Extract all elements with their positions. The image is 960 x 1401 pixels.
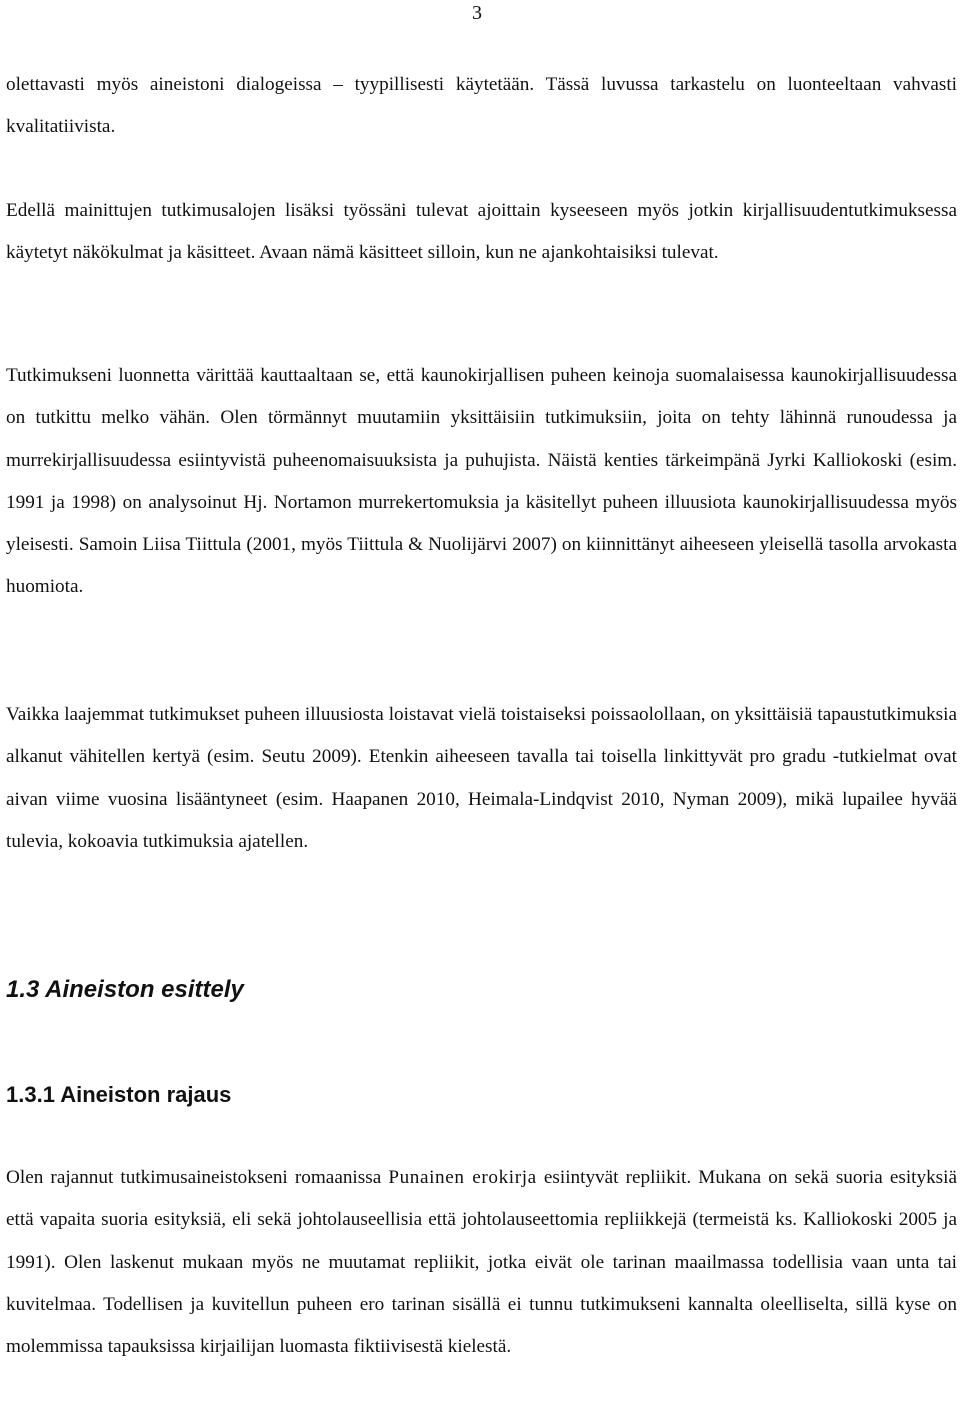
paragraph-intro-end: olettavasti myös aineistoni dialogeissa – tyypillisesti käytetään. Tässä luvussa tarkastelu on luonteeltaan vahvasti kvalitatiivista.: [6, 74, 957, 138]
section-heading: 1.3 Aineiston esittely: [6, 976, 244, 1003]
paragraph-literary-concepts: Edellä mainittujen tutkimusalojen lisäksi työssäni tulevat ajoittain kyseeseen myös jotkin kirjallisuudentutkimuksessa käytetyt näkökulmat ja käsitteet. Avaan nämä käsitteet silloin, kun ne ajankohtaisiksi tulevat.: [6, 200, 957, 264]
paragraph-text-end: esiintyvät repliikit. Mukana on sekä suoria esityksiä että vapaita suoria esityksiä, eli sekä johtolauseellisia että johtolauseettomia repliikkejä (termeistä ks. Kalliokoski 2005 ja 1991). Olen laskenut mukaan myös ne muutamat repliikit, jotka eivät ole tarinan maailmassa todellisia vaan unta tai kuvitelmaa. Todellisen ja kuvitellun puheen ero tarinan sisällä ei tunnu tutkimukseni kannalta oleelliselta, sillä kyse on molemmissa tapauksissa kirjailijan luomasta fiktiivisestä kielestä.: [6, 1167, 957, 1358]
page-number: 3: [472, 2, 482, 24]
novel-title: Punainen erokirja: [388, 1167, 537, 1188]
subsection-heading: 1.3.1 Aineiston rajaus: [6, 1082, 232, 1107]
paragraph-text-start: Olen rajannut tutkimusaineistokseni romaanissa: [6, 1167, 389, 1188]
paragraph-data-scope: [6, 1157, 957, 1368]
paragraph-case-studies: Vaikka laajemmat tutkimukset puheen illuusiosta loistavat vielä toistaiseksi poissaolollaan, on yksittäisiä tapaustutkimuksia alkanut vähitellen kertyä (esim. Seutu 2009). Etenkin aiheeseen tavalla tai toisella linkittyvät pro gradu -tutkielmat ovat aivan viime vuosina lisääntyneet (esim. Haapanen 2010, Heimala-Lindqvist 2010, Nyman 2009), mikä lupailee hyvää tulevia, kokoavia tutkimuksia ajatellen.: [6, 704, 957, 852]
paragraph-research-background: Tutkimukseni luonnetta värittää kauttaaltaan se, että kaunokirjallisen puheen keinoja suomalaisessa kaunokirjallisuudessa on tutkittu melko vähän. Olen törmännyt muutamiin yksittäisiin tutkimuksiin, joita on tehty lähinnä runoudessa ja murrekirjallisuudessa esiintyvistä puheenomaisuuksista ja puhujista. Näistä kenties tärkeimpänä Jyrki Kalliokoski (esim. 1991 ja 1998) on analysoinut Hj. Nortamon murrekertomuksia ja käsitellyt puheen illuusiota kaunokirjallisuudessa myös yleisesti. Samoin Liisa Tiittula (2001, myös Tiittula & Nuolijärvi 2007) on kiinnittänyt aiheeseen yleisellä tasolla arvokasta huomiota.: [6, 365, 957, 598]
